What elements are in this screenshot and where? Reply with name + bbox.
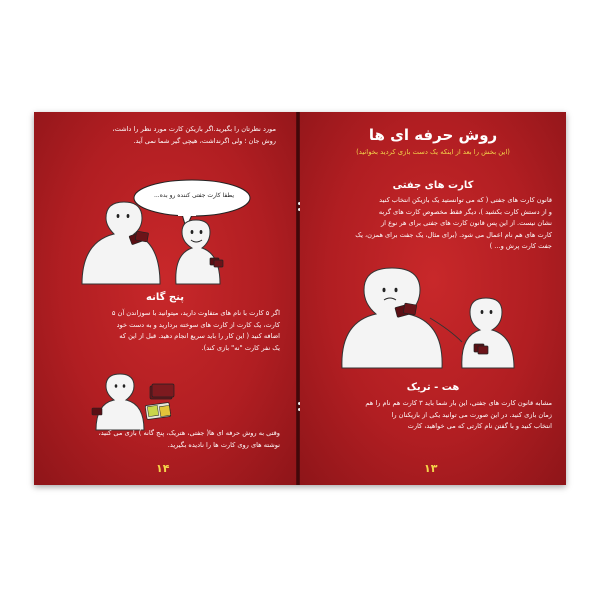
right-page-number: ۱۳ — [424, 462, 438, 475]
section-text-pairs: قانون کارت های جفتی ( که می توانستید یک بازیکن انتخاب کنید و از دستش کارت بکشید )، دیگر فقط مخصوص کارت های گربه نشان نیست. از این پس قانون کارت های جفتی برای هر نوع از کارت های هم نام اعمال می شود. (برای مثال، یک جفت برای همزن، یک جفت کارت پرش و... ) — [355, 196, 552, 250]
page-subtitle: (این بخش را بعد از اینکه یک دست بازی کردید بخوانید) — [356, 148, 510, 156]
two-characters-illustration — [74, 174, 274, 284]
speech-bubble-text: یطفا کارت جفتی کننده رو بده... — [153, 192, 235, 199]
pair-cards-illustration — [334, 258, 534, 368]
section-text-five-of-a-kind: اگر ۵ کارت با نام های متفاوت دارید، میتوانید با سوزاندن آن ۵ کارت، یک کارت از کارت های سوخته بردارید و به دست خود اضافه کنید ( این کار را باید سریع انجام دهید. قبل از این که یک نفر کارت "نه" بازی کند). — [111, 309, 280, 352]
page-title: روش حرفه ای ها — [368, 126, 498, 144]
character-with-cards-illustration — [90, 364, 200, 434]
left-page — [34, 112, 296, 485]
right-page — [300, 112, 566, 485]
bottom-note-text: وقتی به روش حرفه ای ها( جفتی، هتریک، پنج گانه ) بازی می کنید، نوشته های روی کارت ها را نادیده بگیرید. — [98, 429, 280, 449]
section-title-five-of-a-kind: پنج گانه — [146, 292, 184, 303]
left-page-number: ۱۴ — [156, 462, 170, 475]
section-text-hat-trick: مشابه قانون کارت های جفتی، این بار شما باید ۳ کارت هم نام را هم زمان بازی کنید. در این صورت می توانید یکی از بازیکنان را انتخاب کنید و با گفتن نام کارتی که می خواهید، کارت — [365, 399, 552, 430]
left-intro-text: مورد نظرتان را بگیرید.اگر بازیکن کارت مورد نظر را داشت، روش جان ؛ ولی اگرنداشت، هیچی گیر شما نمی آید. — [112, 125, 276, 145]
section-title-hat-trick: هت - تریک — [406, 382, 460, 393]
section-title-pairs: کارت های جفتی — [392, 180, 474, 191]
open-booklet — [34, 112, 566, 485]
